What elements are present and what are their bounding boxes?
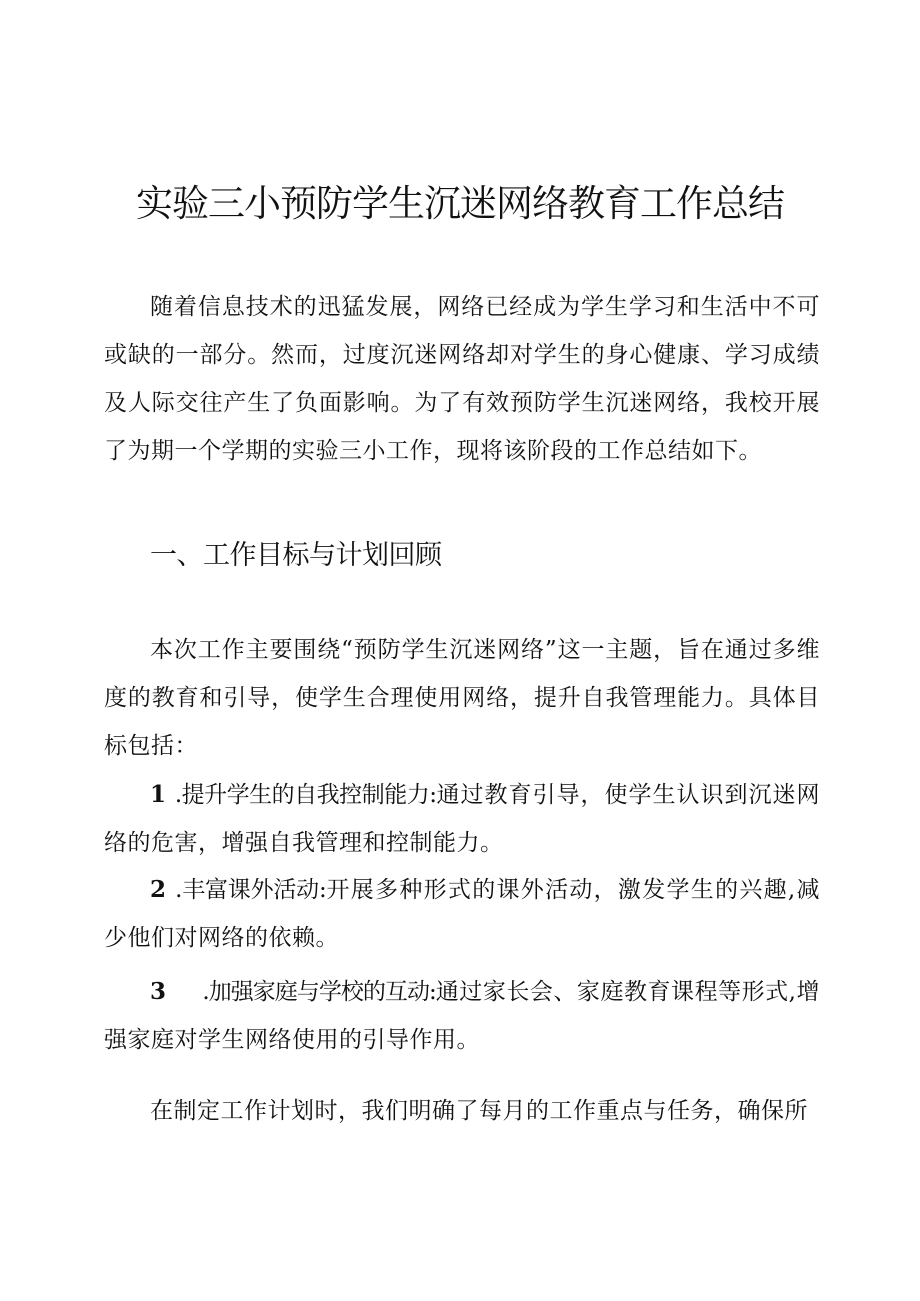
goal-item-number: 3	[150, 978, 167, 1005]
goal-item-title: .提升学生的自我控制能力:	[174, 782, 436, 808]
goal-item-3	[104, 968, 820, 1064]
goal-item-title: .加强家庭与学校的互动:	[202, 979, 436, 1005]
goal-item-2	[104, 866, 820, 962]
goal-item-text: 通过家长会、家庭教育课程等形式,增强家庭对学生网络使用的引导作用。	[104, 979, 821, 1053]
goal-item-text: 通过教育引导，使学生认识到沉迷网络的危害，增强自我管理和控制能力。	[104, 782, 821, 856]
section-intro-paragraph: 本次工作主要围绕“预防学生沉迷网络”这一主题，旨在通过多维度的教育和引导，使学生合理使用网络，提升自我管理能力。具体目标包括：	[104, 637, 820, 759]
goal-item-text: 开展多种形式的课外活动，激发学生的兴趣,减少他们对网络的依赖。	[104, 877, 821, 951]
goal-item-title: .丰富课外活动:	[175, 877, 326, 903]
document-title: 实验三小预防学生沉迷网络教育工作总结	[136, 182, 784, 225]
goal-item-number: 1	[150, 781, 167, 808]
goal-item-1	[104, 771, 820, 867]
intro-paragraph: 随着信息技术的迅猛发展，网络已经成为学生学习和生活中不可或缺的一部分。然而，过度沉迷网络却对学生的身心健康、学习成绩及人际交往产生了负面影响。为了有效预防学生沉迷网络，我校开展了为期一个学期的实验三小工作，现将该阶段的工作总结如下。	[104, 294, 820, 464]
section-heading: 一、工作目标与计划回顾	[150, 540, 442, 571]
goal-item-number: 2	[150, 876, 167, 903]
plan-paragraph: 在制定工作计划时，我们明确了每月的工作重点与任务，确保所	[150, 1098, 808, 1124]
